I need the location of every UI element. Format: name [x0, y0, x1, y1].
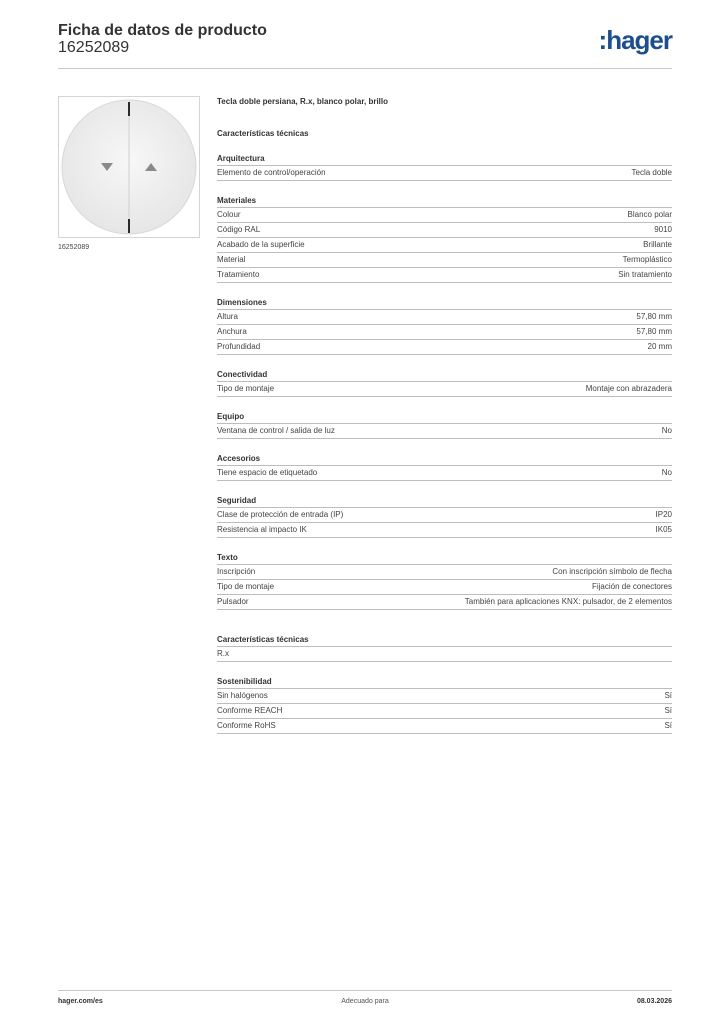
section-title: Sostenibilidad: [217, 677, 272, 686]
spec-rows: [217, 381, 672, 397]
spec-value: Blanco polar: [627, 210, 672, 219]
spec-value: 57,80 mm: [636, 327, 672, 336]
product-image: [58, 96, 200, 238]
product-name: Tecla doble persiana, R.x, blanco polar, brillo: [217, 97, 389, 106]
spec-row: [217, 507, 672, 522]
spec-row: [217, 381, 672, 397]
section-title: Características técnicas: [217, 635, 309, 644]
spec-value: Fijación de conectores: [591, 582, 672, 591]
spec-rows: [217, 165, 672, 181]
spec-label: Clase de protección de entrada (IP): [217, 510, 344, 519]
specifications: [217, 96, 672, 734]
spec-label: Tipo de montaje: [217, 384, 275, 393]
spec-value: Termoplástico: [622, 255, 672, 264]
spec-label: Tiene espacio de etiquetado: [217, 468, 318, 477]
footer-date: 08.03.2026: [636, 998, 672, 1005]
spec-section: [217, 297, 672, 355]
spec-section: [217, 411, 672, 439]
spec-value: IK05: [655, 525, 672, 534]
spec-value: Sí: [664, 706, 672, 715]
spec-row: [217, 703, 672, 718]
spec-value: Montaje con abrazadera: [585, 384, 672, 393]
spec-row: [217, 688, 672, 703]
spec-section: [217, 495, 672, 538]
spec-value: Con inscripción símbolo de flecha: [552, 567, 672, 576]
spec-section: [217, 676, 672, 734]
spec-value: IP20: [655, 510, 672, 519]
spec-value: 9010: [654, 225, 672, 234]
spec-label: Conforme RoHS: [217, 721, 276, 730]
spec-section: [217, 369, 672, 397]
spec-value: También para aplicaciones KNX: pulsador, de 2 elementos: [464, 597, 672, 606]
spec-value: 20 mm: [647, 342, 672, 351]
section-title: Dimensiones: [217, 298, 267, 307]
document-title: Ficha de datos de producto: [58, 22, 267, 39]
section-title: Equipo: [217, 412, 245, 421]
section-title: Texto: [217, 553, 238, 562]
spec-label: R.x: [217, 649, 229, 658]
spec-label: Altura: [217, 312, 238, 321]
spec-row: [217, 339, 672, 355]
spec-row: [217, 237, 672, 252]
main-heading: Características técnicas: [217, 129, 309, 138]
section-title: Accesorios: [217, 454, 261, 463]
spec-label: Profundidad: [217, 342, 261, 351]
spec-sections-extra: [217, 634, 672, 734]
spec-section: [217, 552, 672, 610]
spec-rows: [217, 564, 672, 610]
spec-row: [217, 267, 672, 283]
spec-row: [217, 165, 672, 181]
spec-section: [217, 453, 672, 481]
spec-label: Colour: [217, 210, 241, 219]
spec-row: [217, 579, 672, 594]
spec-rows: [217, 207, 672, 283]
spec-value: No: [661, 426, 672, 435]
spec-row: [217, 423, 672, 439]
spec-rows: [217, 423, 672, 439]
spec-value: Tecla doble: [631, 168, 672, 177]
rocker-switch-illustration: [59, 97, 199, 237]
spec-row: [217, 252, 672, 267]
spec-section: [217, 195, 672, 283]
spec-value: Sin tratamiento: [618, 270, 672, 279]
spec-label: Tipo de montaje: [217, 582, 275, 591]
spec-row: [217, 718, 672, 734]
spec-label: Tratamiento: [217, 270, 260, 279]
spec-value: Sí: [664, 721, 672, 730]
spec-label: Sin halógenos: [217, 691, 268, 700]
header-divider: [58, 68, 672, 69]
section-title: Conectividad: [217, 370, 268, 379]
logo-text: hager: [606, 25, 672, 55]
spec-rows: [217, 688, 672, 734]
spec-label: Pulsador: [217, 597, 249, 606]
spec-rows: [217, 646, 672, 662]
spec-row: [217, 646, 672, 662]
spec-label: Inscripción: [217, 567, 256, 576]
spec-value: 57,80 mm: [636, 312, 672, 321]
spec-label: Anchura: [217, 327, 247, 336]
spec-sections-main: [217, 153, 672, 610]
page-header: [58, 22, 672, 70]
image-caption: 16252089: [58, 244, 90, 251]
spec-row: [217, 594, 672, 610]
spec-section: [217, 634, 672, 662]
spec-label: Ventana de control / salida de luz: [217, 426, 335, 435]
spec-label: Material: [217, 255, 246, 264]
section-title: Seguridad: [217, 496, 257, 505]
spec-row: [217, 324, 672, 339]
spec-label: Conforme REACH: [217, 706, 283, 715]
spec-row: [217, 207, 672, 222]
spec-rows: [217, 309, 672, 355]
spec-label: Resistencia al impacto IK: [217, 525, 307, 534]
spec-rows: [217, 507, 672, 538]
spec-row: [217, 465, 672, 481]
spec-label: Acabado de la superficie: [217, 240, 305, 249]
spec-section: [217, 153, 672, 181]
section-title: Materiales: [217, 196, 257, 205]
spec-value: Sí: [664, 691, 672, 700]
spec-row: [217, 522, 672, 538]
spec-row: [217, 309, 672, 324]
hager-logo: :hager: [598, 25, 672, 55]
spec-value: No: [661, 468, 672, 477]
footer-divider: [58, 990, 672, 991]
spec-row: [217, 222, 672, 237]
spec-rows: [217, 465, 672, 481]
spec-value: Brillante: [643, 240, 672, 249]
spec-label: Elemento de control/operación: [217, 168, 326, 177]
section-title: Arquitectura: [217, 154, 265, 163]
footer-center-text: Adecuado para: [341, 998, 389, 1005]
spec-label: Código RAL: [217, 225, 261, 234]
document-number: 16252089: [58, 39, 130, 56]
footer-website: hager.com/es: [58, 998, 103, 1005]
spec-row: [217, 564, 672, 579]
